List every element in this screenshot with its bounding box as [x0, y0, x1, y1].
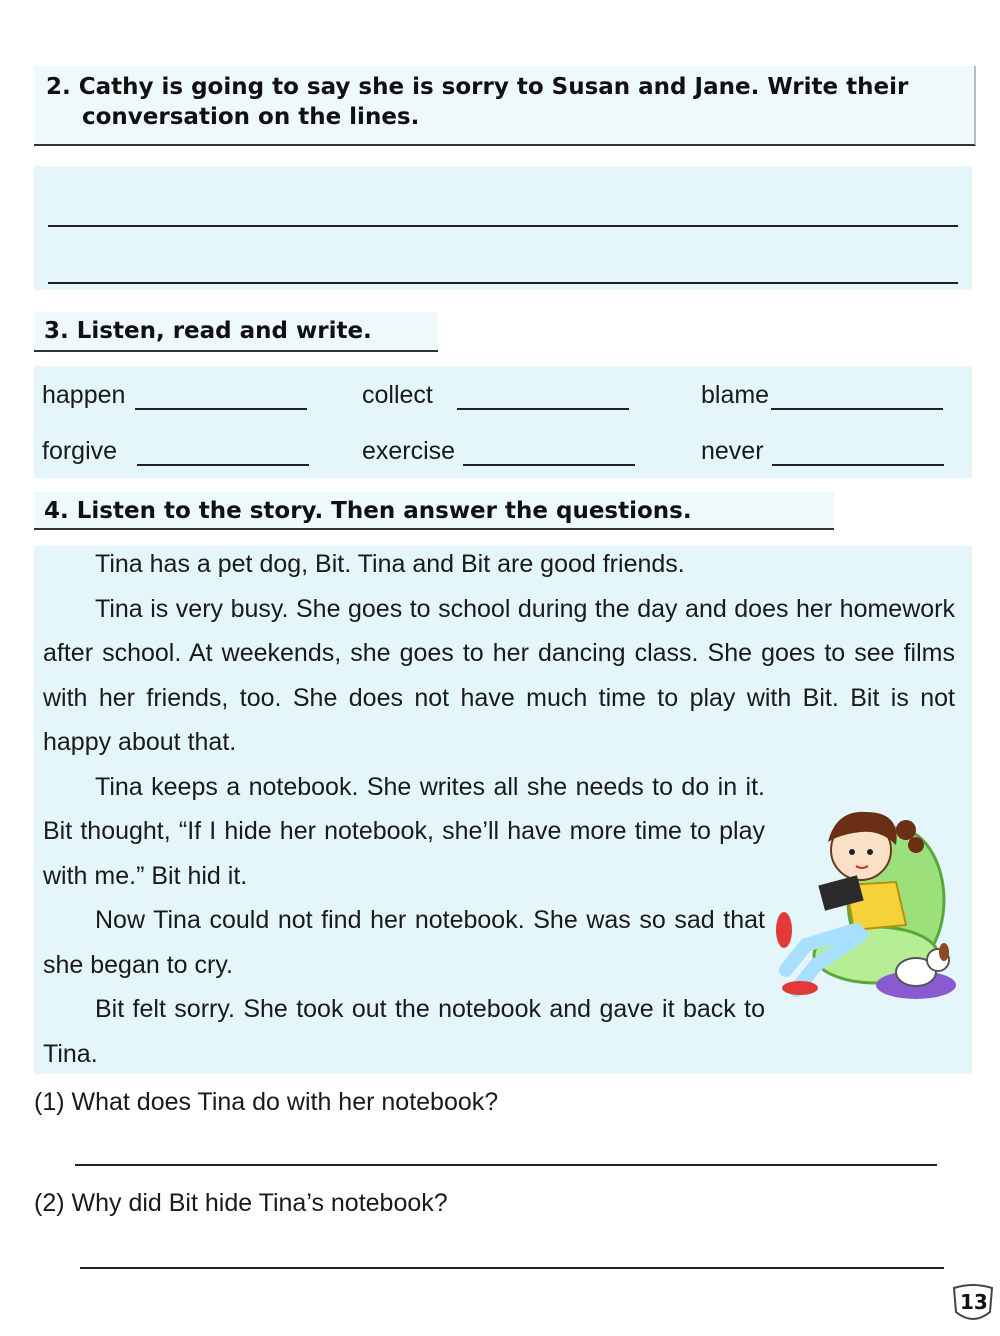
section-4-heading [34, 492, 834, 530]
word-label: forgive [42, 437, 118, 465]
answer-line-2[interactable] [48, 282, 958, 284]
word-blank[interactable] [457, 382, 629, 410]
question-1: (1) What does Tina do with her notebook? [34, 1088, 499, 1116]
word-item-collect [362, 380, 629, 410]
word-blank[interactable] [137, 438, 309, 466]
section-2-heading-line1: 2. Cathy is going to say she is sorry to Susan and Jane. Write their [46, 74, 909, 100]
word-item-happen [42, 380, 307, 410]
word-item-blame [701, 380, 943, 410]
word-blank[interactable] [135, 382, 307, 410]
question-2: (2) Why did Bit hide Tina’s notebook? [34, 1189, 448, 1217]
word-blank[interactable] [772, 438, 944, 466]
section-3-heading-text: 3. Listen, read and write. [44, 318, 372, 344]
word-label: exercise [362, 437, 456, 465]
word-item-forgive [42, 436, 309, 466]
word-label: collect [362, 381, 433, 409]
section-2-writing-panel [34, 166, 972, 290]
story-paragraph: Now Tina could not find her notebook. She was so sad that she began to cry. [43, 906, 765, 979]
section-4-heading-text: 4. Listen to the story. Then answer the questions. [44, 498, 692, 524]
page-number [950, 1282, 996, 1326]
page-number-text: 13 [960, 1290, 988, 1314]
word-label: blame [701, 381, 770, 409]
story-paragraph: Bit felt sorry. She took out the notebook and gave it back to Tina. [43, 995, 765, 1068]
section-2-heading-line2: conversation on the lines. [82, 104, 420, 130]
word-label: happen [42, 381, 126, 409]
story-paragraph: Tina has a pet dog, Bit. Tina and Bit are good friends. [95, 550, 685, 578]
story-paragraph: Tina keeps a notebook. She writes all she needs to do in it. Bit thought, “If I hide her notebook, she’ll have more time to play with me.” Bit hid it. [43, 772, 765, 890]
section-3-heading [34, 312, 438, 352]
word-blank[interactable] [463, 438, 635, 466]
story-paragraph: Tina is very busy. She goes to school during the day and does her homework after school. At weekends, she goes to her dancing class. She goes to see films with her friends, too. She does not have much time to play with Bit. Bit is not happy about that. [43, 594, 955, 756]
word-item-never [701, 436, 944, 466]
word-item-exercise [362, 436, 635, 466]
answer-line-1[interactable] [48, 225, 958, 227]
word-blank[interactable] [771, 382, 943, 410]
question-1-answer-line[interactable] [75, 1164, 937, 1166]
word-label: never [701, 437, 764, 465]
section-2-heading [34, 66, 976, 146]
question-2-answer-line[interactable] [80, 1267, 944, 1269]
girl-reading-illustration [766, 790, 966, 1010]
